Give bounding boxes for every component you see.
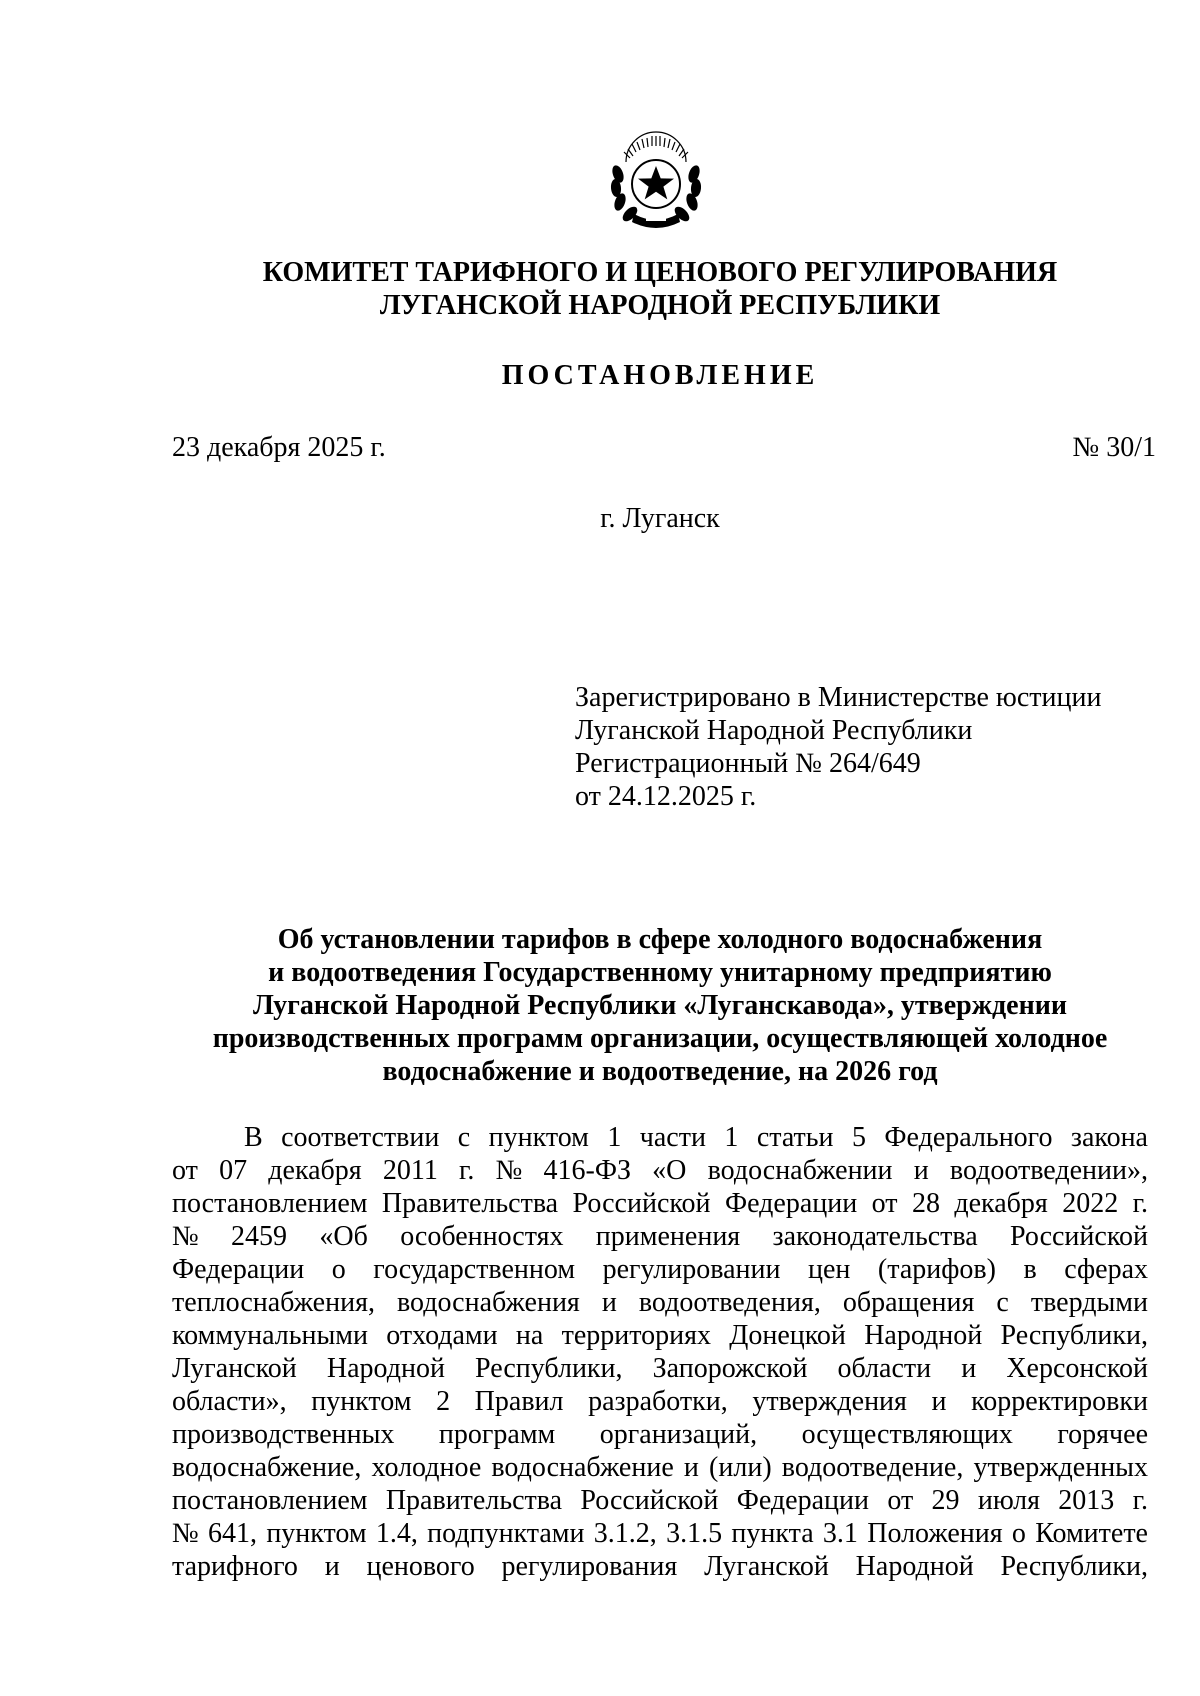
- body-line: постановлением Правительства Российской Федерации от 29 июля 2013 г.: [172, 1485, 1148, 1516]
- body-line: Луганской Народной Республики, Запорожской области и Херсонской: [172, 1353, 1148, 1384]
- body-paragraph: [172, 1121, 1148, 1583]
- title-line: водоснабжение и водоотведение, на 2026 год: [382, 1056, 938, 1087]
- title-line: Луганской Народной Республики «Луганскавода», утверждении: [252, 990, 1068, 1021]
- committee-name: [160, 256, 1160, 322]
- committee-name-line: ЛУГАНСКОЙ НАРОДНОЙ РЕСПУБЛИКИ: [379, 290, 941, 321]
- registration-line: Зарегистрировано в Министерстве юстиции: [575, 682, 1102, 713]
- body-line: коммунальными отходами на территориях Донецкой Народной Республики,: [172, 1320, 1148, 1351]
- body-line: теплоснабжения, водоснабжения и водоотведения, обращения с твердыми: [172, 1287, 1148, 1318]
- title-line: производственных программ организации, осуществляющей холодное: [212, 1023, 1108, 1054]
- body-line: В соответствии с пунктом 1 части 1 статьи 5 Федерального закона: [244, 1122, 1148, 1153]
- registration-line: Регистрационный № 264/649: [575, 748, 921, 779]
- coat-of-arms-icon: [600, 122, 712, 234]
- body-line: от 07 декабря 2011 г. № 416-ФЗ «О водоснабжении и водоотведении»,: [172, 1155, 1148, 1186]
- title-line: Об установлении тарифов в сфере холодного водоснабжения: [277, 924, 1043, 955]
- body-line: производственных программ организаций, осуществляющих горячее: [172, 1419, 1148, 1450]
- body-line: № 2459 «Об особенностях применения законодательства Российской: [172, 1221, 1148, 1252]
- document-number: № 30/1: [1072, 432, 1156, 463]
- body-line: № 641, пунктом 1.4, подпунктами 3.1.2, 3.1.5 пункта 3.1 Положения о Комитете: [172, 1518, 1148, 1549]
- body-line: области», пунктом 2 Правил разработки, утверждения и корректировки: [172, 1386, 1148, 1417]
- committee-name-line: КОМИТЕТ ТАРИФНОГО И ЦЕНОВОГО РЕГУЛИРОВАНИЯ: [262, 257, 1058, 288]
- registration-line: от 24.12.2025 г.: [575, 781, 757, 812]
- body-line: постановлением Правительства Российской Федерации от 28 декабря 2022 г.: [172, 1188, 1148, 1219]
- body-line: тарифного и ценового регулирования Луганской Народной Республики,: [172, 1551, 1148, 1582]
- document-title: [160, 923, 1160, 1088]
- body-line: Федерации о государственном регулировании цен (тарифов) в сферах: [172, 1254, 1148, 1285]
- registration-block: [575, 681, 1101, 813]
- document-date: 23 декабря 2025 г.: [172, 432, 386, 463]
- document-type: ПОСТАНОВЛЕНИЕ: [501, 360, 819, 391]
- document-city: г. Луганск: [600, 503, 720, 534]
- title-line: и водоотведения Государственному унитарному предприятию: [268, 957, 1052, 988]
- registration-line: Луганской Народной Республики: [575, 715, 973, 746]
- body-line: водоснабжение, холодное водоснабжение и (или) водоотведение, утвержденных: [172, 1452, 1148, 1483]
